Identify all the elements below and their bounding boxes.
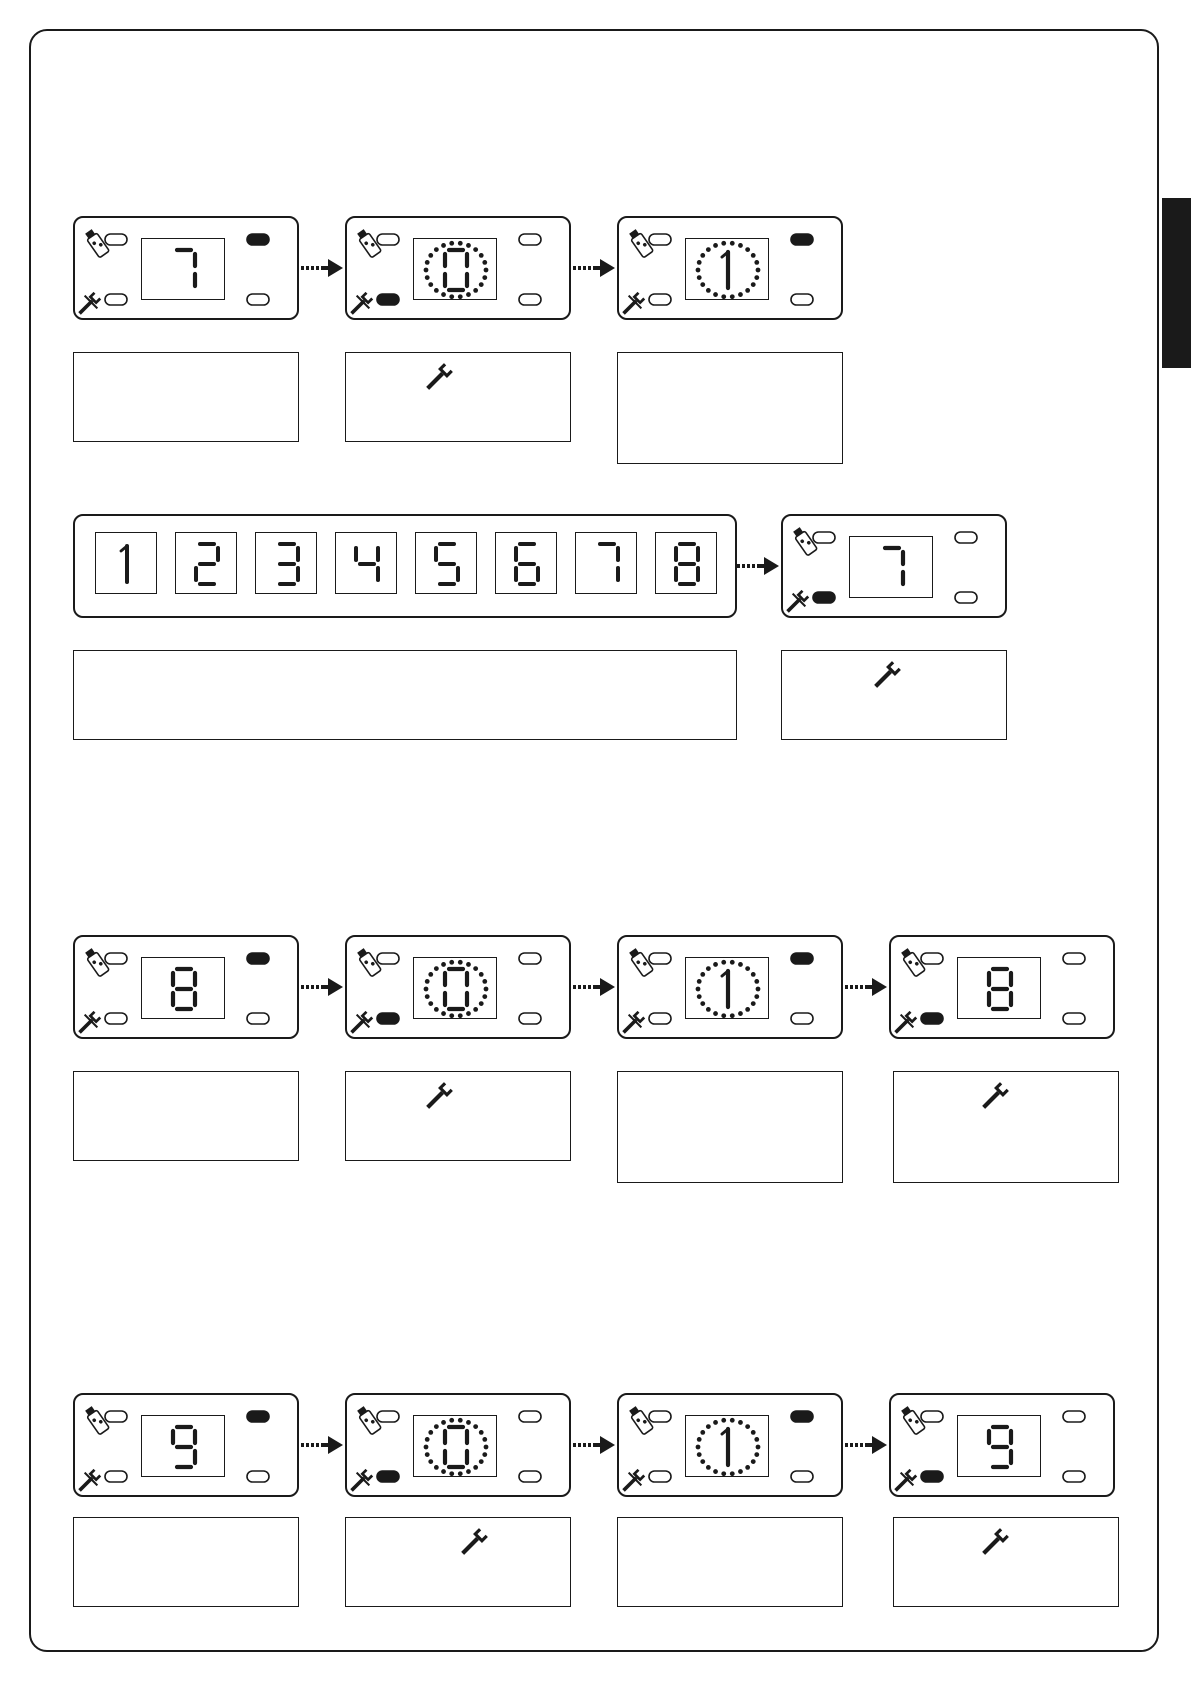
- blink-dot: [473, 247, 478, 252]
- indicator-led: [519, 234, 541, 245]
- indicator-led: [1063, 1013, 1085, 1024]
- blink-dot: [458, 960, 463, 965]
- indicator-led: [649, 294, 671, 305]
- blink-dot: [700, 253, 705, 258]
- blink-dot: [466, 962, 471, 967]
- blink-dot: [751, 282, 756, 287]
- digit-option-glyph: [496, 533, 558, 595]
- blink-dot: [754, 260, 759, 265]
- digit-option: [175, 532, 237, 594]
- indicator-led: [955, 592, 977, 603]
- description-box: [73, 650, 737, 740]
- blink-dot: [706, 966, 711, 971]
- indicator-led: [519, 1411, 541, 1422]
- wrench-icon: [426, 363, 456, 393]
- blink-dot: [751, 972, 756, 977]
- blink-dot: [428, 253, 433, 258]
- digit-option: [255, 532, 317, 594]
- right-arrow-icon: [845, 1433, 889, 1457]
- blink-dot: [745, 288, 750, 293]
- display-digit: [142, 1416, 226, 1478]
- blink-dot: [706, 1007, 711, 1012]
- indicator-led: [649, 953, 671, 964]
- blink-dot: [697, 260, 702, 265]
- indicator-led: [649, 1411, 671, 1422]
- blink-dot: [424, 987, 429, 992]
- blink-dot: [428, 1430, 433, 1435]
- blink-dot: [706, 1424, 711, 1429]
- digit-option-glyph: [96, 533, 158, 595]
- description-box: [617, 1517, 843, 1607]
- panel-step-1: [73, 935, 299, 1039]
- indicator-led: [1063, 1411, 1085, 1422]
- blink-dot: [424, 268, 429, 273]
- description-box: [617, 1071, 843, 1183]
- blink-dot: [713, 1420, 718, 1425]
- indicator-led: [921, 1013, 943, 1024]
- blink-dot: [754, 1437, 759, 1442]
- digit-option-glyph: [256, 533, 318, 595]
- indicator-led: [791, 953, 813, 964]
- blink-dot: [482, 1437, 487, 1442]
- display-digit: [142, 239, 226, 301]
- blink-dot: [428, 1459, 433, 1464]
- blink-dot: [696, 1445, 701, 1450]
- seven-segment-display: [685, 1415, 769, 1477]
- seven-segment-display: [957, 957, 1041, 1019]
- indicator-led: [921, 1471, 943, 1482]
- wrench-icon: [620, 292, 645, 317]
- indicator-led: [247, 1411, 269, 1422]
- indicator-led: [247, 1013, 269, 1024]
- description-box: [73, 352, 299, 442]
- seven-segment-display: [413, 1415, 497, 1477]
- blink-dot: [756, 987, 761, 992]
- blink-dot: [697, 979, 702, 984]
- panel-step-2: [345, 935, 571, 1039]
- digit-option-glyph: [176, 533, 238, 595]
- blink-dot: [745, 966, 750, 971]
- blink-dot: [479, 253, 484, 258]
- indicator-led: [791, 1013, 813, 1024]
- blink-dot: [449, 1418, 454, 1423]
- blink-dot: [473, 966, 478, 971]
- wrench-icon: [461, 1528, 488, 1558]
- blink-dot: [713, 1469, 718, 1474]
- blink-dot: [696, 268, 701, 273]
- blink-dot: [473, 288, 478, 293]
- blink-dot: [479, 1001, 484, 1006]
- indicator-led: [519, 294, 541, 305]
- blink-dot: [706, 288, 711, 293]
- blink-dot: [751, 1001, 756, 1006]
- blink-dot: [425, 979, 430, 984]
- blink-dot: [738, 243, 743, 248]
- blink-dot: [482, 1452, 487, 1457]
- display-digit: [686, 1416, 770, 1478]
- blink-dot: [721, 294, 726, 299]
- wrench-icon: [76, 1469, 101, 1494]
- blink-dot: [482, 994, 487, 999]
- panel-step-3: [617, 216, 843, 320]
- indicator-led: [519, 953, 541, 964]
- blink-dot: [466, 292, 471, 297]
- indicator-led: [519, 1013, 541, 1024]
- blink-dot: [449, 241, 454, 246]
- panel-step-1: [73, 216, 299, 320]
- indicator-led: [791, 1471, 813, 1482]
- blink-dot: [751, 1459, 756, 1464]
- indicator-led: [105, 234, 127, 245]
- description-box: [345, 1517, 571, 1607]
- blink-dot: [754, 994, 759, 999]
- wrench-icon: [982, 1082, 1009, 1112]
- digit-option: [655, 532, 717, 594]
- blink-dot: [754, 1452, 759, 1457]
- blink-dot: [473, 1007, 478, 1012]
- blink-dot: [738, 1420, 743, 1425]
- blink-dot: [730, 1418, 735, 1423]
- seven-segment-display: [685, 238, 769, 300]
- blink-dot: [434, 247, 439, 252]
- blink-dot: [458, 294, 463, 299]
- panel-step-2: [345, 216, 571, 320]
- blink-dot: [479, 282, 484, 287]
- display-digit: [850, 537, 934, 599]
- indicator-led: [921, 1411, 943, 1422]
- indicator-led: [1063, 1471, 1085, 1482]
- section-tab: [1162, 198, 1191, 368]
- description-box: [345, 1071, 571, 1161]
- indicator-led: [105, 1471, 127, 1482]
- indicator-led: [649, 1013, 671, 1024]
- indicator-led: [955, 532, 977, 543]
- wrench-icon: [348, 1469, 373, 1494]
- seven-segment-display: [141, 1415, 225, 1477]
- blink-dot: [738, 292, 743, 297]
- display-digit: [958, 1416, 1042, 1478]
- wrench-icon: [874, 661, 901, 691]
- right-arrow-icon: [573, 256, 617, 280]
- display-digit: [686, 958, 770, 1020]
- wrench-icon: [76, 292, 101, 317]
- indicator-led: [791, 234, 813, 245]
- panel-step-1: [73, 1393, 299, 1497]
- indicator-led: [921, 953, 943, 964]
- digit-option: [495, 532, 557, 594]
- indicator-led: [649, 1471, 671, 1482]
- blink-dot: [745, 1007, 750, 1012]
- indicator-led: [377, 1013, 399, 1024]
- blink-dot: [730, 1471, 735, 1476]
- indicator-led: [649, 234, 671, 245]
- wrench-icon: [426, 1082, 453, 1112]
- indicator-led: [813, 532, 835, 543]
- blink-dot: [466, 1420, 471, 1425]
- blink-dot: [751, 1430, 756, 1435]
- indicator-led: [377, 294, 399, 305]
- description-box: [893, 1071, 1119, 1183]
- blink-dot: [466, 243, 471, 248]
- wrench-icon: [982, 1528, 1009, 1558]
- right-arrow-icon: [573, 1433, 617, 1457]
- indicator-led: [377, 1411, 399, 1422]
- blink-dot: [482, 275, 487, 280]
- blink-dot: [441, 243, 446, 248]
- wrench-icon: [426, 363, 453, 393]
- blink-dot: [458, 1013, 463, 1018]
- digit-option-glyph: [576, 533, 638, 595]
- blink-dot: [434, 1007, 439, 1012]
- blink-dot: [697, 275, 702, 280]
- description-box: [73, 1517, 299, 1607]
- wrench-icon: [461, 1528, 491, 1558]
- wrench-icon: [892, 1011, 917, 1036]
- blink-dot: [754, 979, 759, 984]
- blink-dot: [751, 253, 756, 258]
- indicator-led: [791, 1411, 813, 1422]
- wrench-icon: [982, 1082, 1012, 1112]
- blink-dot: [738, 1011, 743, 1016]
- display-digit: [414, 239, 498, 301]
- blink-dot: [706, 247, 711, 252]
- display-digit: [414, 958, 498, 1020]
- blink-dot: [730, 294, 735, 299]
- blink-dot: [484, 268, 489, 273]
- display-digit: [686, 239, 770, 301]
- wrench-icon: [784, 590, 809, 615]
- blink-dot: [700, 1459, 705, 1464]
- blink-dot: [466, 1011, 471, 1016]
- indicator-led: [105, 1411, 127, 1422]
- wrench-icon: [620, 1469, 645, 1494]
- seven-segment-display: [141, 238, 225, 300]
- blink-dot: [428, 1001, 433, 1006]
- wrench-icon: [892, 1469, 917, 1494]
- digit-option-glyph: [656, 533, 718, 595]
- indicator-led: [247, 294, 269, 305]
- panel-step-3: [617, 1393, 843, 1497]
- digit-option: [335, 532, 397, 594]
- blink-dot: [458, 241, 463, 246]
- indicator-led: [105, 953, 127, 964]
- digit-options-strip: [73, 514, 737, 618]
- indicator-led: [1063, 953, 1085, 964]
- indicator-led: [813, 592, 835, 603]
- blink-dot: [484, 1445, 489, 1450]
- blink-dot: [730, 241, 735, 246]
- indicator-led: [247, 953, 269, 964]
- blink-dot: [441, 962, 446, 967]
- blink-dot: [473, 1424, 478, 1429]
- wrench-icon: [348, 1011, 373, 1036]
- blink-dot: [449, 1471, 454, 1476]
- blink-dot: [721, 960, 726, 965]
- blink-dot: [441, 1420, 446, 1425]
- blink-dot: [425, 994, 430, 999]
- blink-dot: [479, 972, 484, 977]
- wrench-icon: [76, 1011, 101, 1036]
- indicator-led: [247, 234, 269, 245]
- indicator-led: [105, 294, 127, 305]
- blink-dot: [697, 994, 702, 999]
- wrench-icon: [982, 1528, 1012, 1558]
- seven-segment-display: [685, 957, 769, 1019]
- display-digit: [142, 958, 226, 1020]
- blink-dot: [441, 1011, 446, 1016]
- digit-option: [575, 532, 637, 594]
- blink-dot: [449, 960, 454, 965]
- right-arrow-icon: [301, 1433, 345, 1457]
- panel-result: [781, 514, 1007, 618]
- seven-segment-display: [413, 957, 497, 1019]
- blink-dot: [721, 241, 726, 246]
- panel-step-4: [889, 1393, 1115, 1497]
- blink-dot: [434, 288, 439, 293]
- blink-dot: [441, 1469, 446, 1474]
- indicator-led: [519, 1471, 541, 1482]
- blink-dot: [484, 987, 489, 992]
- blink-dot: [466, 1469, 471, 1474]
- blink-dot: [700, 1430, 705, 1435]
- description-box: [893, 1517, 1119, 1607]
- blink-dot: [738, 1469, 743, 1474]
- right-arrow-icon: [845, 975, 889, 999]
- blink-dot: [721, 1013, 726, 1018]
- blink-dot: [745, 247, 750, 252]
- blink-dot: [700, 282, 705, 287]
- blink-dot: [756, 268, 761, 273]
- blink-dot: [706, 1465, 711, 1470]
- blink-dot: [425, 1437, 430, 1442]
- right-arrow-icon: [301, 256, 345, 280]
- blink-dot: [482, 979, 487, 984]
- digit-option: [95, 532, 157, 594]
- blink-dot: [434, 1465, 439, 1470]
- display-digit: [958, 958, 1042, 1020]
- display-digit: [414, 1416, 498, 1478]
- blink-dot: [449, 294, 454, 299]
- blink-dot: [713, 243, 718, 248]
- wrench-icon: [426, 1082, 456, 1112]
- panel-step-2: [345, 1393, 571, 1497]
- digit-option-glyph: [416, 533, 478, 595]
- seven-segment-display: [849, 536, 933, 598]
- blink-dot: [713, 962, 718, 967]
- blink-dot: [721, 1471, 726, 1476]
- blink-dot: [425, 260, 430, 265]
- blink-dot: [696, 987, 701, 992]
- blink-dot: [441, 292, 446, 297]
- description-box: [73, 1071, 299, 1161]
- indicator-led: [105, 1013, 127, 1024]
- blink-dot: [428, 282, 433, 287]
- blink-dot: [738, 962, 743, 967]
- blink-dot: [745, 1465, 750, 1470]
- blink-dot: [428, 972, 433, 977]
- panel-step-3: [617, 935, 843, 1039]
- wrench-icon: [874, 661, 904, 691]
- indicator-led: [247, 1471, 269, 1482]
- blink-dot: [730, 1013, 735, 1018]
- indicator-led: [791, 294, 813, 305]
- digit-option: [415, 532, 477, 594]
- blink-dot: [434, 1424, 439, 1429]
- blink-dot: [700, 1001, 705, 1006]
- panel-step-4: [889, 935, 1115, 1039]
- blink-dot: [713, 292, 718, 297]
- indicator-led: [377, 953, 399, 964]
- right-arrow-icon: [573, 975, 617, 999]
- seven-segment-display: [957, 1415, 1041, 1477]
- blink-dot: [458, 1471, 463, 1476]
- wrench-icon: [620, 1011, 645, 1036]
- blink-dot: [425, 275, 430, 280]
- seven-segment-display: [141, 957, 225, 1019]
- right-arrow-icon: [301, 975, 345, 999]
- description-box: [617, 352, 843, 464]
- blink-dot: [756, 1445, 761, 1450]
- blink-dot: [449, 1013, 454, 1018]
- blink-dot: [754, 275, 759, 280]
- wrench-icon: [348, 292, 373, 317]
- blink-dot: [434, 966, 439, 971]
- blink-dot: [425, 1452, 430, 1457]
- blink-dot: [482, 260, 487, 265]
- blink-dot: [473, 1465, 478, 1470]
- blink-dot: [458, 1418, 463, 1423]
- description-box: [345, 352, 571, 442]
- blink-dot: [697, 1437, 702, 1442]
- blink-dot: [479, 1430, 484, 1435]
- blink-dot: [713, 1011, 718, 1016]
- seven-segment-display: [413, 238, 497, 300]
- blink-dot: [721, 1418, 726, 1423]
- blink-dot: [730, 960, 735, 965]
- blink-dot: [424, 1445, 429, 1450]
- blink-dot: [697, 1452, 702, 1457]
- indicator-led: [377, 234, 399, 245]
- digit-option-glyph: [336, 533, 398, 595]
- blink-dot: [479, 1459, 484, 1464]
- blink-dot: [700, 972, 705, 977]
- right-arrow-icon: [737, 554, 781, 578]
- indicator-led: [377, 1471, 399, 1482]
- description-box: [781, 650, 1007, 740]
- blink-dot: [745, 1424, 750, 1429]
